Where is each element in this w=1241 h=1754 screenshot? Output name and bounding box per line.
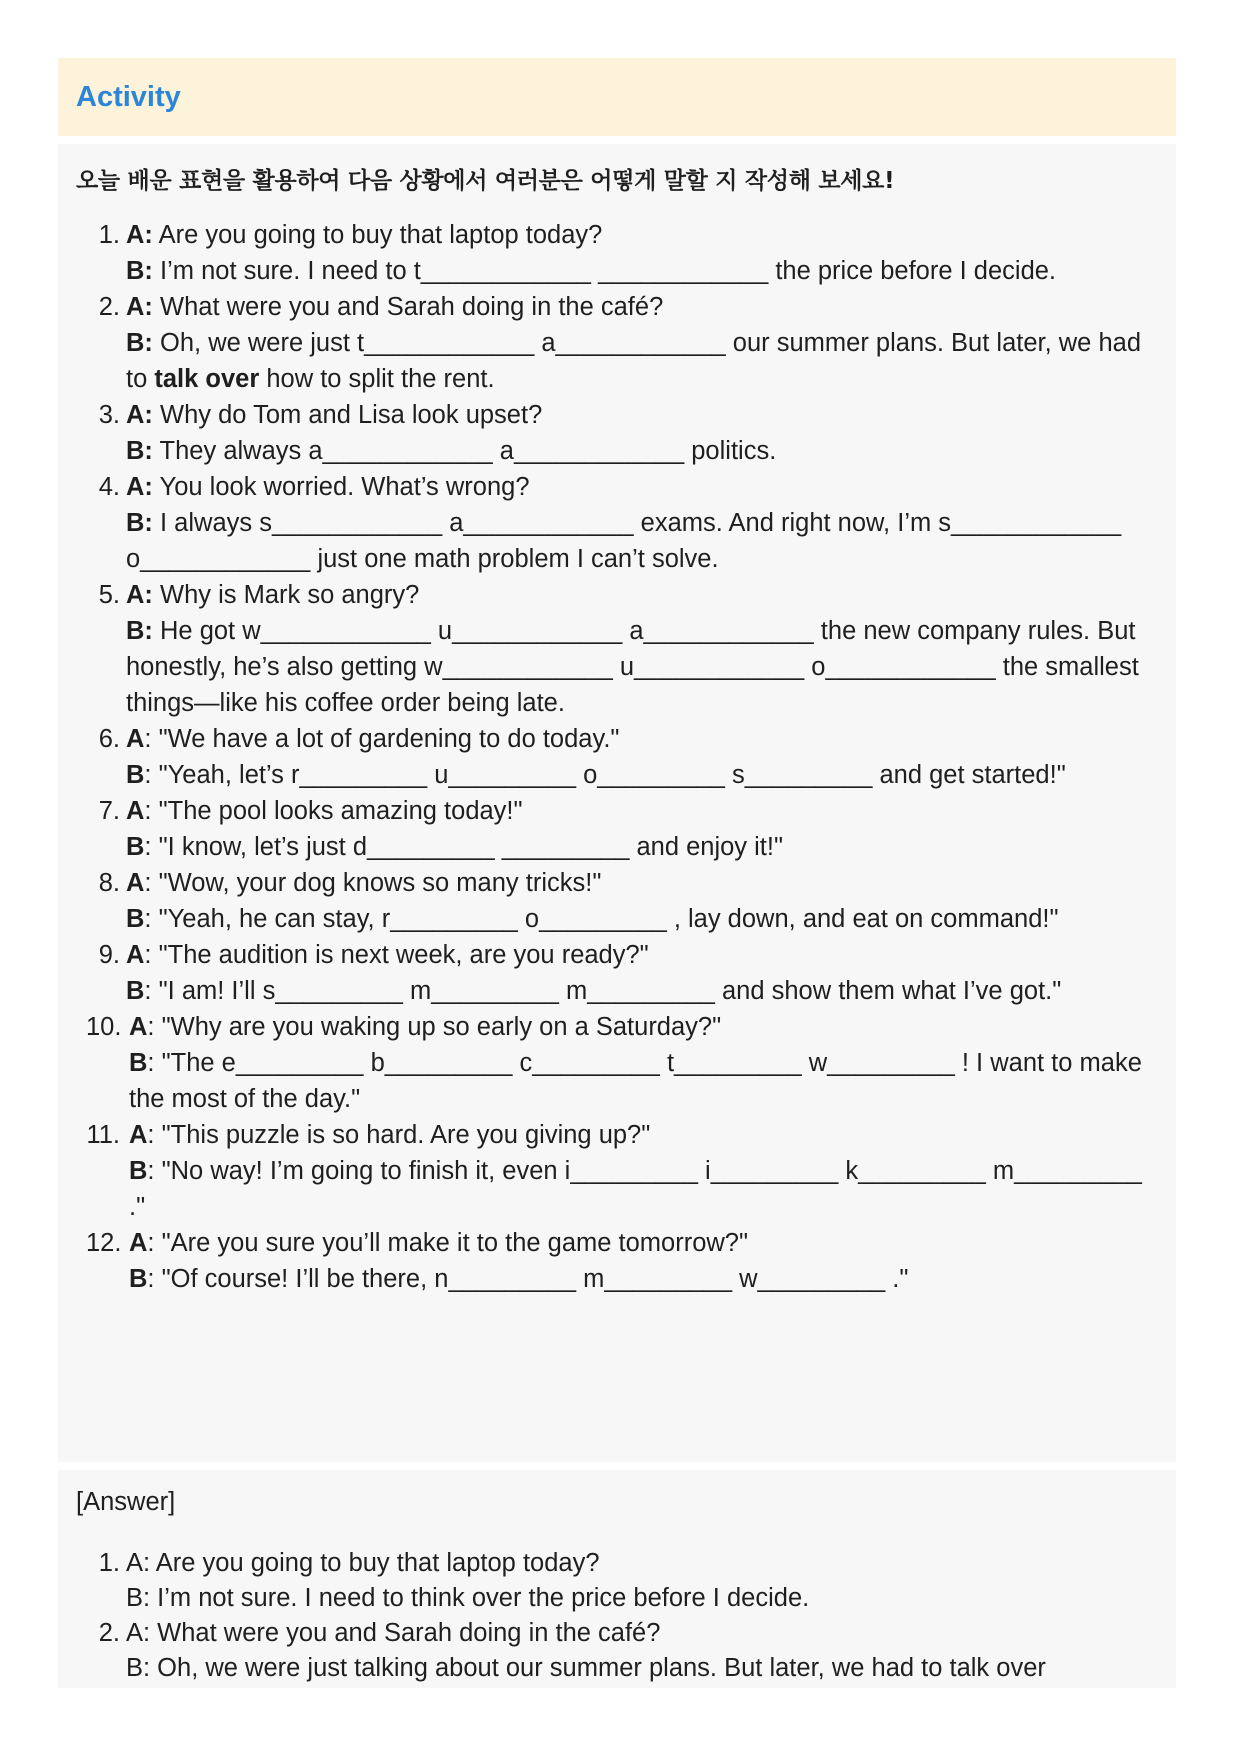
speaker-a-text: What were you and Sarah doing in the café? bbox=[152, 293, 664, 321]
speaker-a-label: A: bbox=[126, 221, 153, 249]
speaker-a-line bbox=[129, 1117, 1158, 1153]
speaker-a-text: : "The audition is next week, are you ready?" bbox=[144, 941, 649, 969]
speaker-a-text: Are you going to buy that laptop today? bbox=[152, 221, 603, 249]
question-item bbox=[76, 397, 1158, 469]
speaker-b-text: : "I am! I’ll s_________ m_________ m_________ and show them what I’ve got." bbox=[144, 977, 1062, 1005]
question-number: 6. bbox=[98, 725, 120, 753]
question-number: 1. bbox=[98, 221, 120, 249]
worksheet-page bbox=[58, 58, 1176, 1688]
speaker-a-line bbox=[129, 1009, 1158, 1045]
speaker-b-line bbox=[126, 973, 1158, 1009]
answer-line-b: B: I’m not sure. I need to think over the price before I decide. bbox=[126, 1584, 810, 1612]
speaker-b-label: B bbox=[129, 1157, 148, 1185]
speaker-a-line bbox=[126, 289, 1158, 325]
speaker-a-line bbox=[126, 721, 1158, 757]
speaker-b-text: He got w____________ u____________ a____________ the new company rules. But honestly, he’s also getting w____________ u____________ o____________ the smallest things—like his coffee order being late. bbox=[126, 617, 1139, 717]
activity-header bbox=[58, 58, 1176, 136]
speaker-a-label: A bbox=[129, 1229, 148, 1257]
answer-list bbox=[76, 1546, 1158, 1686]
speaker-b-label: B: bbox=[126, 509, 153, 537]
answer-number: 2. bbox=[98, 1619, 120, 1647]
speaker-a-label: A bbox=[126, 725, 145, 753]
question-number: 11. bbox=[86, 1121, 120, 1149]
speaker-b-text: : "Yeah, let’s r_________ u_________ o_________ s_________ and get started!" bbox=[144, 761, 1066, 789]
answer-card bbox=[58, 1470, 1176, 1688]
speaker-a-text: : "This puzzle is so hard. Are you giving up?" bbox=[147, 1121, 651, 1149]
speaker-b-text: They always a____________ a____________ politics. bbox=[152, 437, 777, 465]
speaker-b-line bbox=[126, 433, 1158, 469]
speaker-b-line bbox=[126, 901, 1158, 937]
speaker-b-label: B: bbox=[126, 257, 153, 285]
highlighted-expression: talk over bbox=[154, 365, 260, 393]
instruction-text: 오늘 배운 표현을 활용하여 다음 상황에서 여러분은 어떻게 말할 지 작성해 보세요! bbox=[76, 168, 895, 194]
speaker-a-line bbox=[126, 217, 1158, 253]
speaker-a-text: : "Wow, your dog knows so many tricks!" bbox=[144, 869, 602, 897]
speaker-a-text: : "We have a lot of gardening to do today." bbox=[144, 725, 620, 753]
question-item bbox=[76, 1225, 1158, 1297]
answer-item bbox=[76, 1546, 1158, 1616]
speaker-a-line bbox=[126, 793, 1158, 829]
speaker-a-text: : "The pool looks amazing today!" bbox=[144, 797, 523, 825]
question-number: 7. bbox=[98, 797, 120, 825]
speaker-b-label: B bbox=[126, 761, 145, 789]
question-number: 10. bbox=[86, 1013, 122, 1041]
question-list bbox=[76, 217, 1158, 1297]
question-item bbox=[76, 1117, 1158, 1225]
question-number: 5. bbox=[98, 581, 120, 609]
speaker-a-label: A bbox=[126, 869, 145, 897]
speaker-a-label: A: bbox=[126, 293, 153, 321]
speaker-a-label: A: bbox=[126, 401, 153, 429]
question-item bbox=[76, 1009, 1158, 1117]
speaker-b-text: : "The e_________ b_________ c_________ t_________ w_________ ! I want to make the most of the day." bbox=[129, 1049, 1142, 1113]
answer-label: [Answer] bbox=[76, 1488, 176, 1516]
speaker-a-line bbox=[129, 1225, 1158, 1261]
speaker-b-text: I’m not sure. I need to t____________ ____________ the price before I decide. bbox=[152, 257, 1057, 285]
speaker-b-text: : "No way! I’m going to finish it, even i_________ i_________ k_________ m_________ ." bbox=[129, 1157, 1142, 1221]
speaker-a-label: A bbox=[129, 1121, 148, 1149]
answer-line-b: B: Oh, we were just talking about our summer plans. But later, we had to talk over bbox=[126, 1654, 1046, 1682]
speaker-b-text: : "Of course! I’ll be there, n_________ m_________ w_________ ." bbox=[147, 1265, 909, 1293]
question-item bbox=[76, 721, 1158, 793]
speaker-a-line bbox=[126, 469, 1158, 505]
activity-card bbox=[58, 144, 1176, 1462]
activity-title: Activity bbox=[76, 80, 181, 113]
question-number: 8. bbox=[98, 869, 120, 897]
speaker-a-label: A bbox=[129, 1013, 148, 1041]
answer-item bbox=[76, 1616, 1158, 1686]
speaker-a-line bbox=[126, 937, 1158, 973]
answer-number: 1. bbox=[98, 1549, 120, 1577]
question-item bbox=[76, 937, 1158, 1009]
speaker-b-line bbox=[126, 613, 1158, 721]
speaker-a-line bbox=[126, 577, 1158, 613]
speaker-a-text: : "Are you sure you’ll make it to the game tomorrow?" bbox=[147, 1229, 749, 1257]
speaker-b-line bbox=[126, 829, 1158, 865]
speaker-b-label: B bbox=[126, 905, 145, 933]
speaker-a-text: You look worried. What’s wrong? bbox=[152, 473, 530, 501]
speaker-a-label: A bbox=[126, 797, 145, 825]
speaker-a-label: A: bbox=[126, 581, 153, 609]
speaker-b-line bbox=[129, 1153, 1158, 1225]
question-number: 2. bbox=[98, 293, 120, 321]
speaker-a-text: : "Why are you waking up so early on a Saturday?" bbox=[147, 1013, 722, 1041]
speaker-b-line bbox=[129, 1261, 1158, 1297]
speaker-b-text: : "I know, let’s just d_________ _________ and enjoy it!" bbox=[144, 833, 784, 861]
question-item bbox=[76, 865, 1158, 937]
question-number: 9. bbox=[98, 941, 120, 969]
speaker-b-text: : "Yeah, he can stay, r_________ o_________ , lay down, and eat on command!" bbox=[144, 905, 1059, 933]
speaker-b-label: B bbox=[126, 833, 145, 861]
speaker-a-text: Why do Tom and Lisa look upset? bbox=[152, 401, 543, 429]
speaker-b-label: B bbox=[129, 1049, 148, 1077]
speaker-b-label: B: bbox=[126, 329, 153, 357]
answer-line-a: A: What were you and Sarah doing in the café? bbox=[126, 1619, 661, 1647]
speaker-b-text: Oh, we were just t____________ a____________ our summer plans. But later, we had to bbox=[126, 329, 1141, 393]
speaker-b-line bbox=[129, 1045, 1158, 1117]
speaker-b-label: B bbox=[126, 977, 145, 1005]
answer-line-a: A: Are you going to buy that laptop today? bbox=[126, 1549, 600, 1577]
question-item bbox=[76, 577, 1158, 721]
speaker-b-line bbox=[126, 253, 1158, 289]
speaker-a-line bbox=[126, 865, 1158, 901]
speaker-a-label: A: bbox=[126, 473, 153, 501]
speaker-b-text-continued: how to split the rent. bbox=[259, 365, 495, 393]
question-number: 3. bbox=[98, 401, 120, 429]
speaker-a-label: A bbox=[126, 941, 145, 969]
speaker-a-line bbox=[126, 397, 1158, 433]
speaker-b-label: B: bbox=[126, 617, 153, 645]
speaker-b-line bbox=[126, 757, 1158, 793]
question-item bbox=[76, 793, 1158, 865]
question-item bbox=[76, 289, 1158, 397]
speaker-b-label: B: bbox=[126, 437, 153, 465]
speaker-b-text: I always s____________ a____________ exams. And right now, I’m s____________ o____________ just one math problem I can’t solve. bbox=[126, 509, 1122, 573]
speaker-b-label: B bbox=[129, 1265, 148, 1293]
speaker-a-text: Why is Mark so angry? bbox=[152, 581, 420, 609]
question-item bbox=[76, 469, 1158, 577]
question-number: 4. bbox=[98, 473, 120, 501]
question-number: 12. bbox=[86, 1229, 122, 1257]
speaker-b-line bbox=[126, 505, 1158, 577]
speaker-b-line bbox=[126, 325, 1158, 397]
question-item bbox=[76, 217, 1158, 289]
